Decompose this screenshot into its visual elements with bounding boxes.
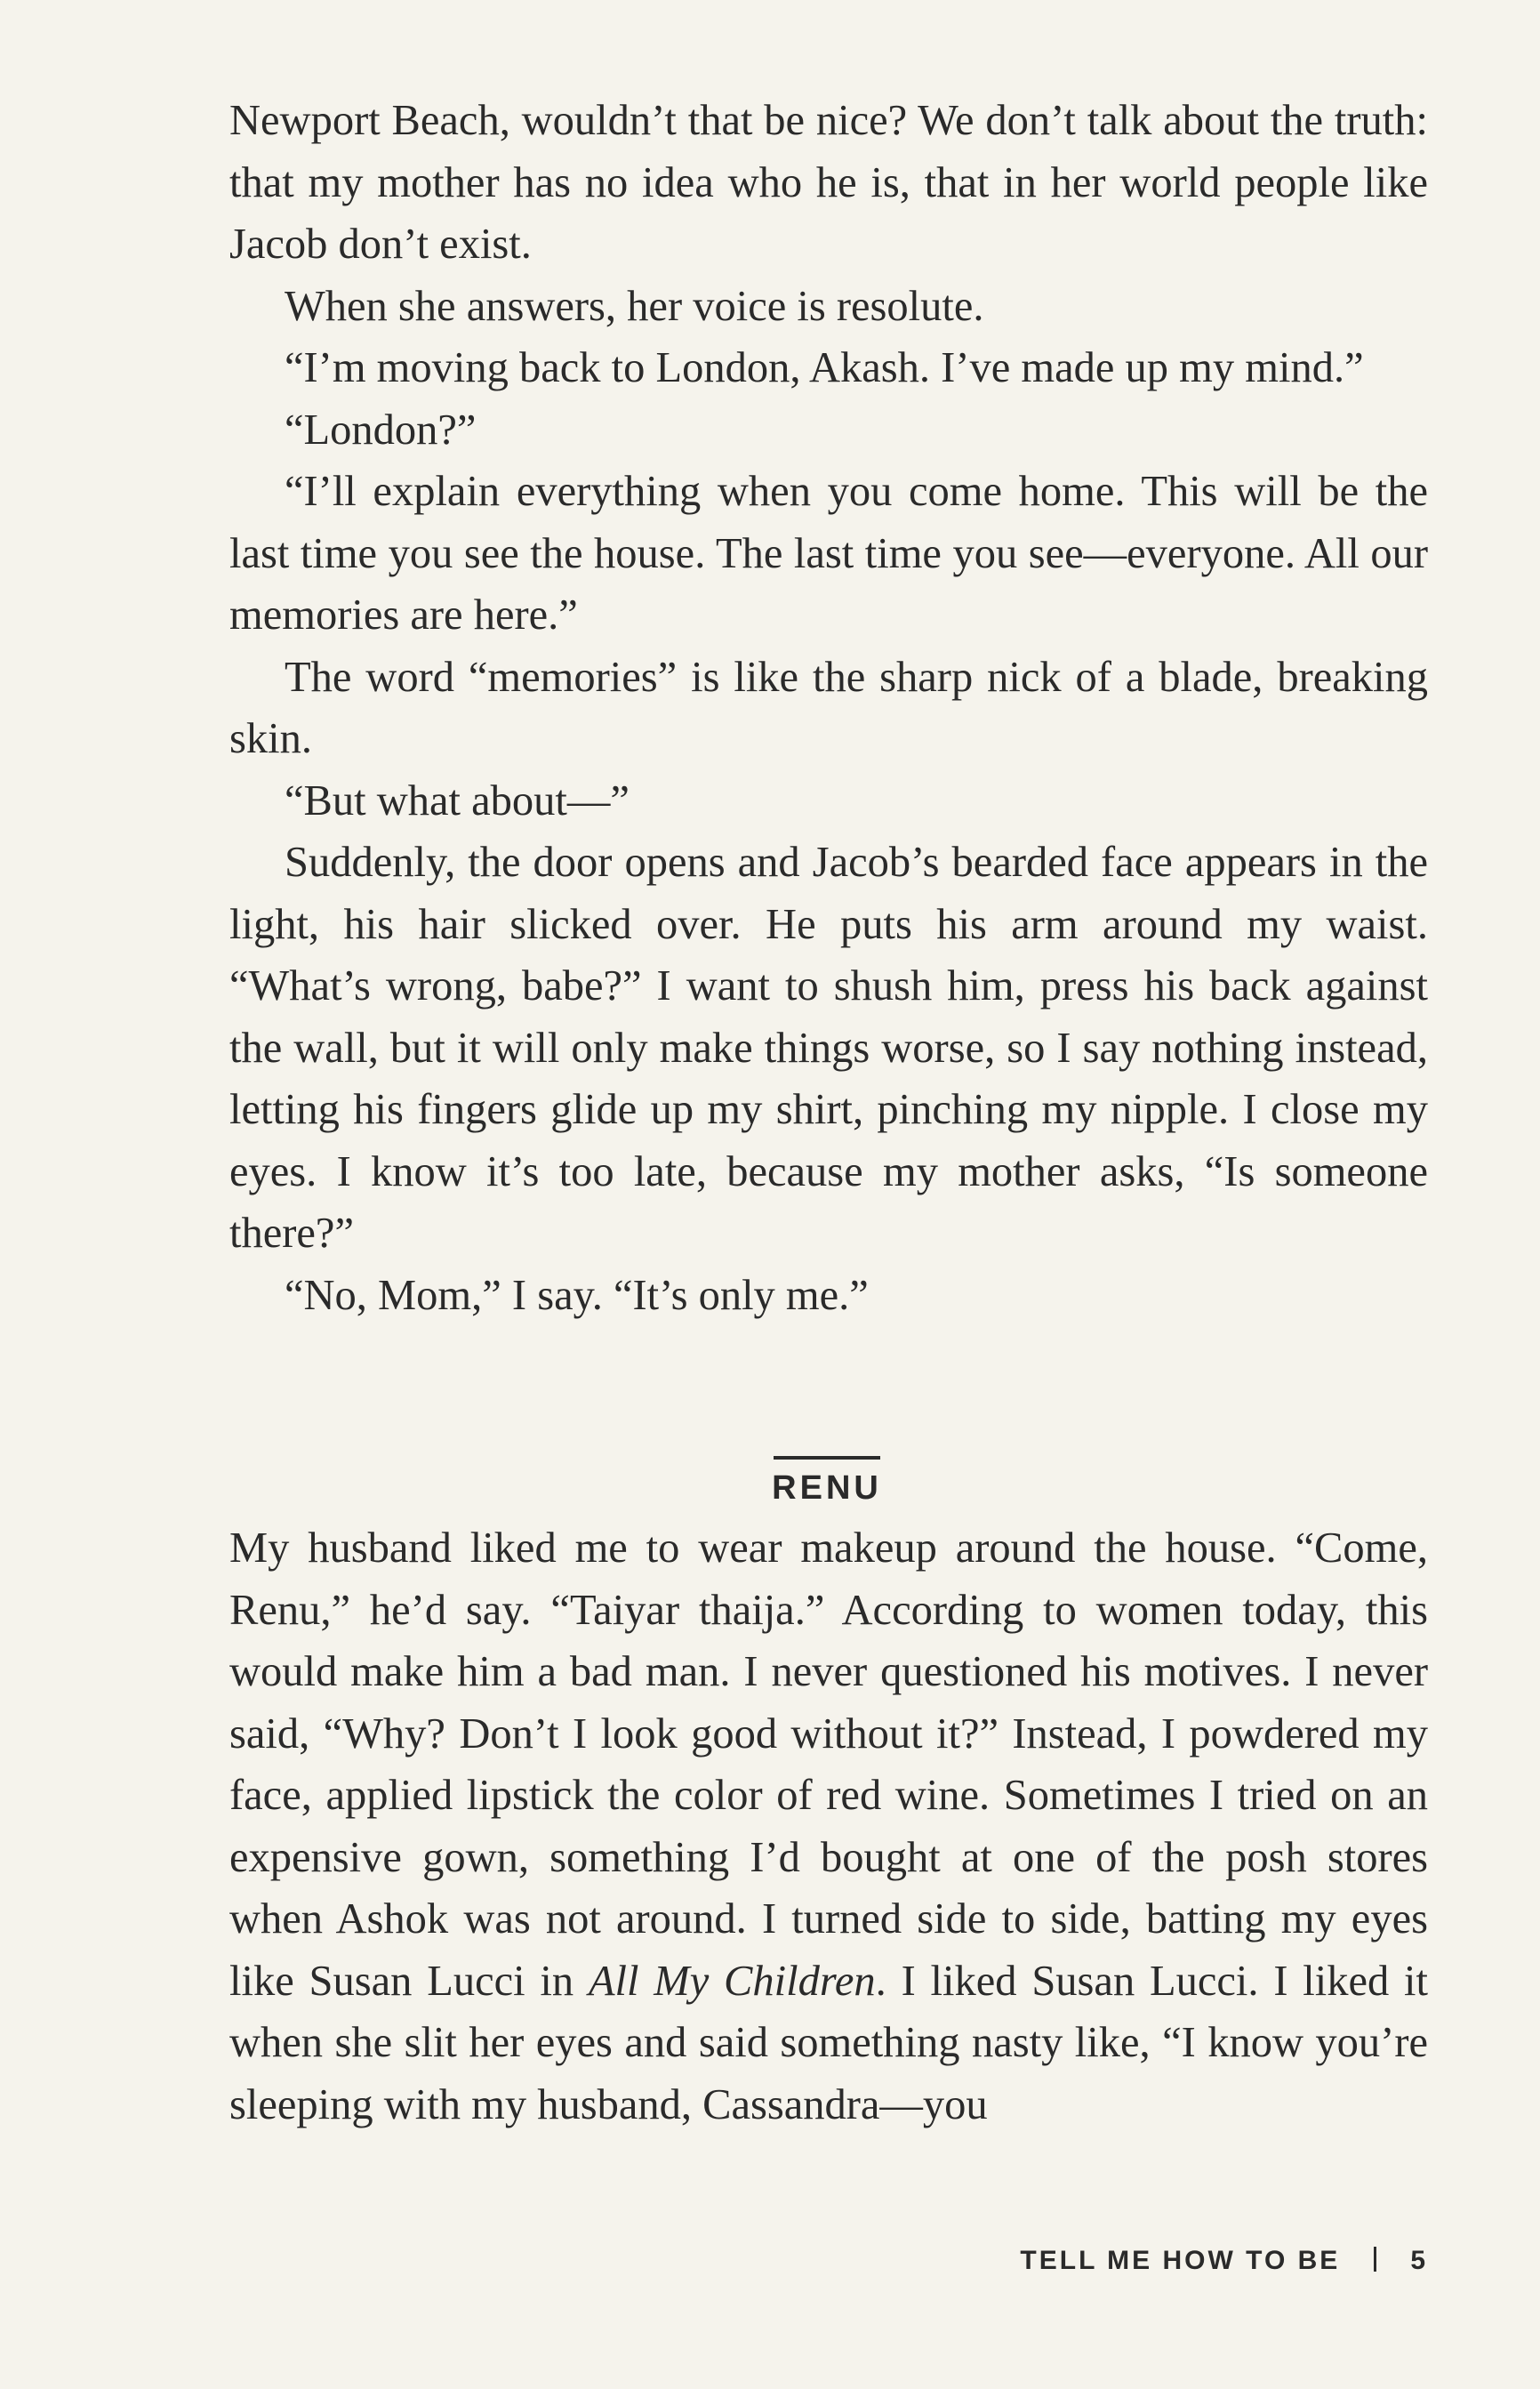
paragraph: “No, Mom,” I say. “It’s only me.” — [285, 1271, 869, 1319]
section-divider-rule — [774, 1456, 880, 1460]
footer-separator — [1374, 2247, 1376, 2272]
body-text-lower — [229, 1517, 1428, 2136]
paragraph: “I’m moving back to London, Akash. I’ve made up my mind.” — [285, 344, 1364, 391]
paragraph-text: My husband liked me to wear makeup around the house. “Come, Renu,” he’d say. “Taiyar thaija.” According to women today, this would make him a bad man. I never questioned his motives. I never said, “Why? Don’t I look good without it?” Instead, I powdered my face, applied lipstick the color of red wine. Sometimes I tried on an expensive gown, something I’d bought at one of the posh stores when Ashok was not around. I turned side to side, batting my eyes like Susan Lucci in — [229, 1524, 1428, 2005]
paragraph: “I’ll explain everything when you come home. This will be the last time you see the house. The last time you see—everyone. All our memories are here.” — [229, 468, 1428, 639]
body-text-upper — [229, 90, 1428, 1326]
paragraph-text: . I liked Susan Lucci. I liked it when she slit her eyes and said something nasty like, “I know you’re sleeping with my husband, Cassandra—you — [229, 1957, 1428, 2128]
paragraph — [229, 1517, 1428, 2136]
paragraph: “But what about—” — [285, 776, 630, 824]
paragraph: Newport Beach, wouldn’t that be nice? We don’t talk about the truth: that my mother has no idea who he is, that in her world people like Jacob don’t exist. — [229, 97, 1428, 268]
paragraph: The word “memories” is like the sharp nick of a blade, breaking skin. — [229, 653, 1428, 762]
section-heading: RENU — [772, 1469, 882, 1507]
page-number: 5 — [1410, 2246, 1428, 2275]
paragraph: When she answers, her voice is resolute. — [285, 282, 984, 330]
paragraph: “London?” — [285, 406, 477, 454]
paragraph: Suddenly, the door opens and Jacob’s bearded face appears in the light, his hair slicked over. He puts his arm around my waist. “What’s wrong, babe?” I want to shush him, press his back against the wall, but it will only make things worse, so I say nothing instead, letting his fingers glide up my shirt, pinching my nipple. I close my eyes. I know it’s too late, because my mother asks, “Is someone there?” — [229, 839, 1428, 1257]
italic-title: All My Children — [588, 1957, 876, 2005]
running-footer — [1020, 2246, 1428, 2276]
footer-book-title: TELL ME HOW TO BE — [1020, 2246, 1341, 2275]
